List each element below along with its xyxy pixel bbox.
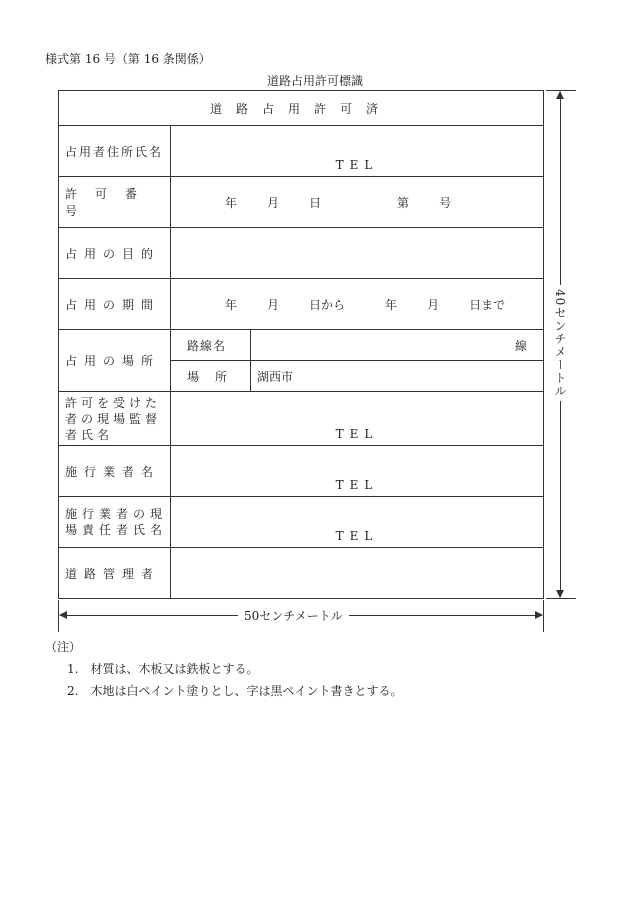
row-label-contractor: 施行業者名	[59, 446, 171, 497]
row-label-occupant: 占用者住所氏名	[59, 126, 171, 177]
tel-label: TEL	[335, 158, 379, 172]
dim-tick-bottom	[546, 598, 576, 599]
occupant-value	[171, 126, 544, 177]
supervisor-value	[171, 392, 544, 446]
dim-tick-right	[543, 600, 544, 632]
period-month2: 月	[427, 297, 440, 312]
row-label-purpose: 占用の目的	[59, 228, 171, 279]
tel-label: TEL	[335, 478, 379, 492]
height-dimension-label: 40センチメートル	[552, 285, 569, 401]
purpose-value	[171, 228, 544, 279]
location-value: 湖西市	[251, 361, 544, 392]
row-label-period: 占用の期間	[59, 279, 171, 330]
road-admin-value	[171, 548, 544, 599]
year-label: 年	[225, 195, 238, 210]
row-label-permit-no: 許可番号	[59, 177, 171, 228]
dai-label: 第	[397, 195, 410, 210]
location-label: 場 所	[171, 361, 251, 392]
permit-sign-table	[58, 90, 544, 599]
notes	[45, 636, 402, 702]
note-item: 1. 材質は、木板又は鉄板とする。	[67, 662, 259, 676]
permit-no-value	[171, 177, 544, 228]
go-label: 号	[439, 195, 452, 210]
form-number: 様式第 16 号（第 16 条関係）	[45, 52, 211, 66]
note-item: 2. 木地は白ペイント塗りとし、字は黒ペイント書きとする。	[67, 684, 403, 698]
route-label: 路線名	[171, 330, 251, 361]
notes-heading: （注）	[45, 640, 82, 654]
arrow-left-icon	[59, 611, 67, 619]
period-to: 日まで	[469, 297, 506, 312]
row-label-contractor-manager: 施行業者の現場責任者氏名	[59, 497, 171, 548]
period-year: 年	[225, 297, 238, 312]
arrow-right-icon	[535, 611, 543, 619]
arrow-up-icon	[556, 91, 564, 99]
month-label: 月	[267, 195, 280, 210]
contractor-value	[171, 446, 544, 497]
day-label: 日	[309, 195, 322, 210]
period-from: 日から	[309, 297, 346, 312]
row-label-place: 占用の場所	[59, 330, 171, 392]
row-label-road-admin: 道路管理者	[59, 548, 171, 599]
tel-label: TEL	[335, 529, 379, 543]
period-month: 月	[267, 297, 280, 312]
width-dimension-label: 50センチメートル	[238, 607, 349, 624]
document-title: 道路占用許可標識	[266, 74, 363, 88]
arrow-down-icon	[556, 590, 564, 598]
row-label-supervisor: 許可を受けた者の現場監督者氏名	[59, 392, 171, 446]
period-year2: 年	[385, 297, 398, 312]
period-value	[171, 279, 544, 330]
tel-label: TEL	[335, 427, 379, 441]
contractor-manager-value	[171, 497, 544, 548]
route-suffix: 線	[514, 338, 527, 353]
route-value	[251, 330, 544, 361]
sign-header: 道路占用許可済	[59, 91, 544, 126]
